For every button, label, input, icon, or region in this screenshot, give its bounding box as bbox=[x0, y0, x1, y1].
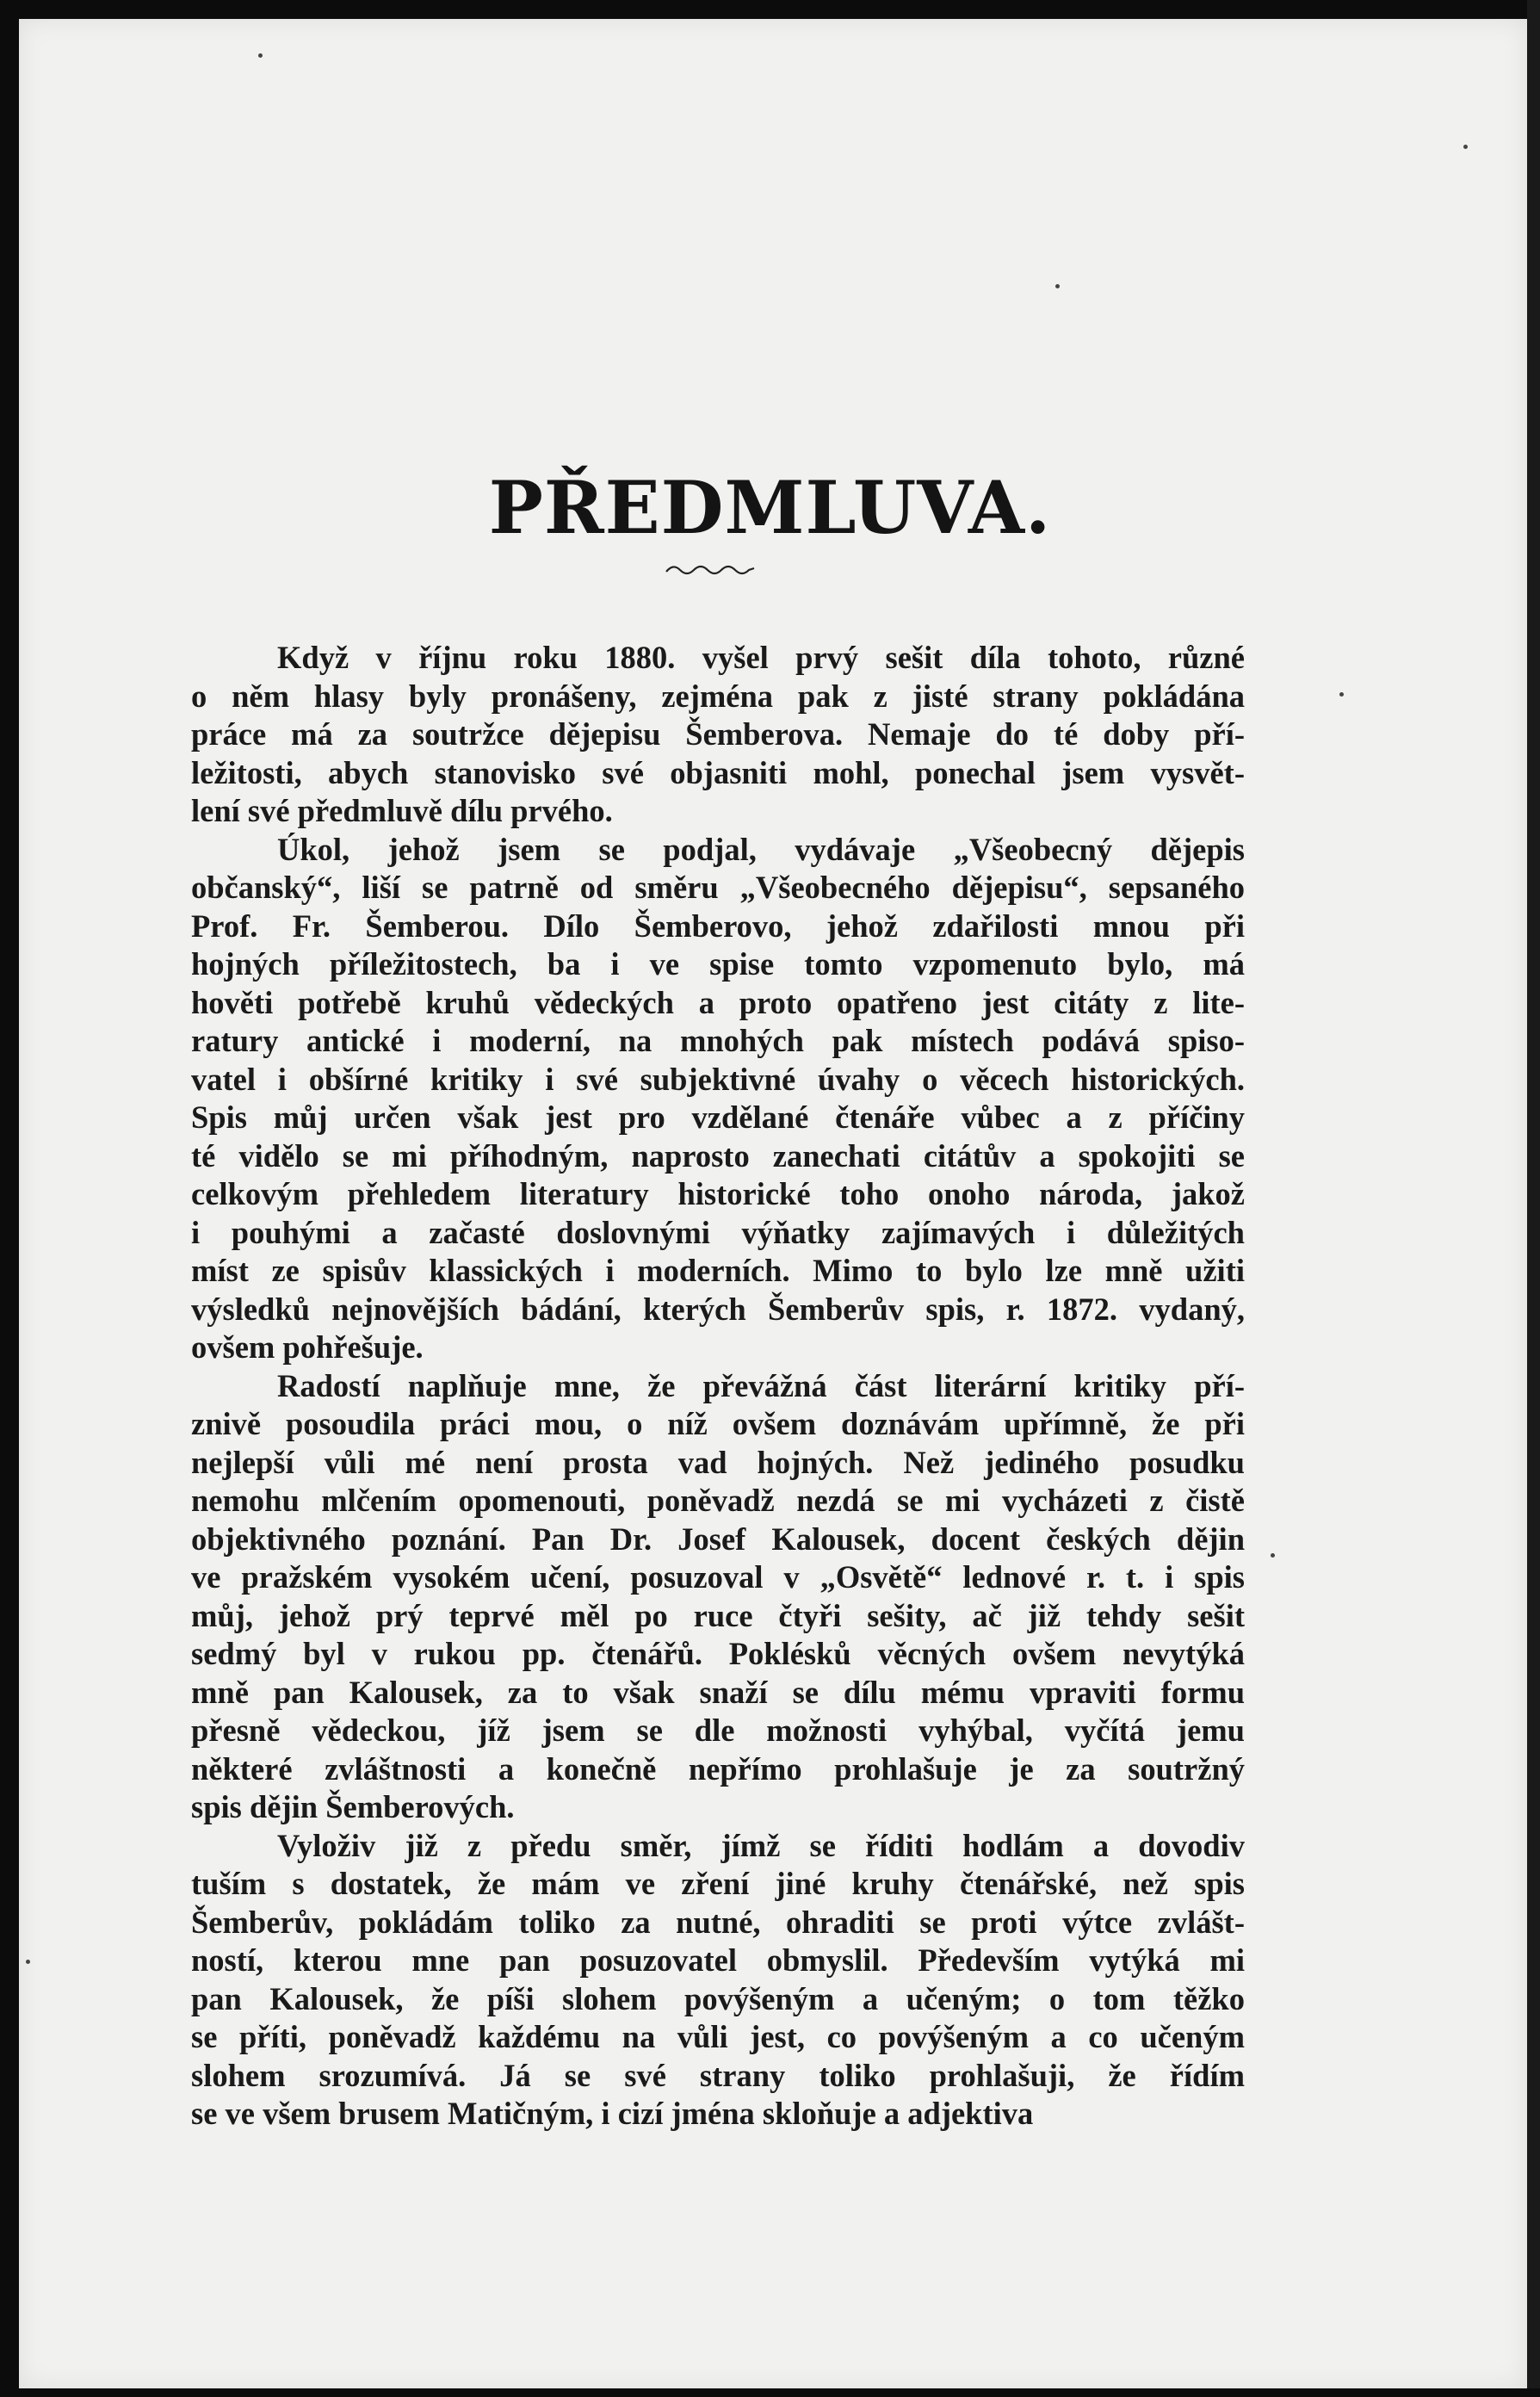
text-line: Prof. Fr. Šemberou. Dílo Šemberovo, jehož zdařilosti mnou při bbox=[191, 907, 1245, 944]
text-line: hojných příležitostech, ba i ve spise tomto vzpomenuto bylo, má bbox=[191, 946, 1245, 982]
text-line: celkovým přehledem literatury historické toho onoho národa, jakož bbox=[191, 1176, 1245, 1211]
text-line: sedmý byl v rukou pp. čtenářů. Poklésků věcných ovšem nevytýká bbox=[191, 1636, 1245, 1671]
text-line: Vyloživ již z předu směr, jímž se říditi hodlám a dovodiv bbox=[277, 1827, 1245, 1863]
text-line: pan Kalousek, že píši slohem povýšeným a učeným; o tom těžko bbox=[191, 1980, 1245, 2016]
text-line: můj, jehož prý teprvé měl po ruce čtyři sešity, ač již tehdy sešit bbox=[191, 1597, 1245, 1633]
text-line: vatel i obšírné kritiky i své subjektivné úvahy o věcech historických. bbox=[191, 1061, 1245, 1097]
dust-speck bbox=[1463, 145, 1468, 149]
text-line: nemohu mlčením opomenouti, poněvadž nezdá se mi vycházeti z čistě bbox=[191, 1483, 1245, 1518]
text-line: objektivného poznání. Pan Dr. Josef Kalousek, docent českých dějin bbox=[191, 1521, 1245, 1557]
text-line: se ve všem brusem Matičným, i cizí jména skloňuje a adjektiva bbox=[191, 2096, 1034, 2131]
text-line: mně pan Kalousek, za to však snaží se dílu mému vpraviti formu bbox=[191, 1674, 1245, 1710]
text-line: ností, kterou mne pan posuzovatel obmyslil. Především vytýká mi bbox=[191, 1942, 1245, 1978]
text-line: o něm hlasy byly pronášeny, zejména pak z jisté strany pokládána bbox=[191, 678, 1245, 714]
body-text bbox=[191, 639, 1245, 2134]
scan-border-left bbox=[0, 0, 19, 2397]
scan-border-right bbox=[1527, 0, 1540, 2397]
title-ornament-icon bbox=[663, 560, 758, 580]
text-line: Radostí naplňuje mne, že převážná část literární kritiky pří- bbox=[277, 1367, 1245, 1403]
dust-speck bbox=[1339, 692, 1344, 697]
text-line: hověti potřebě kruhů vědeckých a proto opatřeno jest citáty z lite- bbox=[191, 984, 1245, 1020]
text-line: míst ze spisův klassických i moderních. Mimo to bylo lze mně užiti bbox=[191, 1253, 1245, 1288]
text-line: spis dějin Šemberových. bbox=[191, 1789, 515, 1824]
text-line: ležitosti, abych stanovisko své objasniti mohl, ponechal jsem vysvět- bbox=[191, 754, 1245, 790]
text-line: práce má za soutržce dějepisu Šemberova. Nemaje do té doby pří- bbox=[191, 716, 1245, 752]
paragraph bbox=[191, 639, 1245, 831]
text-line: přesně vědeckou, jíž jsem se dle možnosti vyhýbal, vyčítá jemu bbox=[191, 1713, 1245, 1748]
scan-border-bottom bbox=[0, 2388, 1540, 2397]
text-line: Když v říjnu roku 1880. vyšel prvý sešit díla tohoto, různé bbox=[277, 640, 1245, 675]
text-line: té vidělo se mi příhodným, naprosto zanechati citátův a spokojiti se bbox=[191, 1137, 1245, 1174]
scan-border-top bbox=[0, 0, 1540, 19]
text-line: ovšem pohřešuje. bbox=[191, 1329, 424, 1365]
page-title: PŘEDMLUVA. bbox=[488, 465, 1052, 550]
paragraph bbox=[191, 1367, 1245, 1827]
text-line: lení své předmluvě dílu prvého. bbox=[191, 793, 613, 828]
paragraph bbox=[191, 831, 1245, 1367]
dust-speck bbox=[1055, 284, 1060, 288]
text-line: tuším s dostatek, že mám ve zření jiné kruhy čtenářské, než spis bbox=[191, 1866, 1245, 1901]
text-line: Spis můj určen však jest pro vzdělané čtenáře vůbec a z příčiny bbox=[191, 1099, 1245, 1135]
text-line: slohem srozumívá. Já se své strany toliko prohlašuji, že řídím bbox=[191, 2057, 1245, 2093]
text-line: ve pražském vysokém učení, posuzoval v „Osvětě“ lednové r. t. i spis bbox=[191, 1559, 1245, 1595]
dust-speck bbox=[26, 1960, 30, 1964]
text-line: ratury antické i moderní, na mnohých pak místech podává spiso- bbox=[191, 1023, 1245, 1058]
text-line: Šemberův, pokládám toliko za nutné, ohraditi se proti výtce zvlášt- bbox=[191, 1904, 1245, 1940]
text-line: i pouhými a začasté doslovnými výňatky zajímavých i důležitých bbox=[191, 1214, 1245, 1250]
text-line: znivě posoudila práci mou, o níž ovšem doznávám upřímně, že při bbox=[191, 1406, 1245, 1441]
text-line: nejlepší vůli mé není prosta vad hojných. Než jediného posudku bbox=[191, 1444, 1245, 1480]
text-line: některé zvláštnosti a konečně nepřímo prohlašuje je za soutržný bbox=[191, 1750, 1245, 1787]
text-line: se příti, poněvadž každému na vůli jest, co povýšeným a co učeným bbox=[191, 2019, 1245, 2054]
dust-speck bbox=[258, 53, 263, 58]
paragraph bbox=[191, 1827, 1245, 2134]
text-line: výsledků nejnovějších bádání, kterých Šemberův spis, r. 1872. vydaný, bbox=[191, 1291, 1245, 1327]
dust-speck bbox=[1271, 1553, 1275, 1558]
text-line: občanský“, liší se patrně od směru „Všeobecného dějepisu“, sepsaného bbox=[191, 870, 1245, 905]
text-line: Úkol, jehož jsem se podjal, vydávaje „Všeobecný dějepis bbox=[277, 831, 1245, 867]
